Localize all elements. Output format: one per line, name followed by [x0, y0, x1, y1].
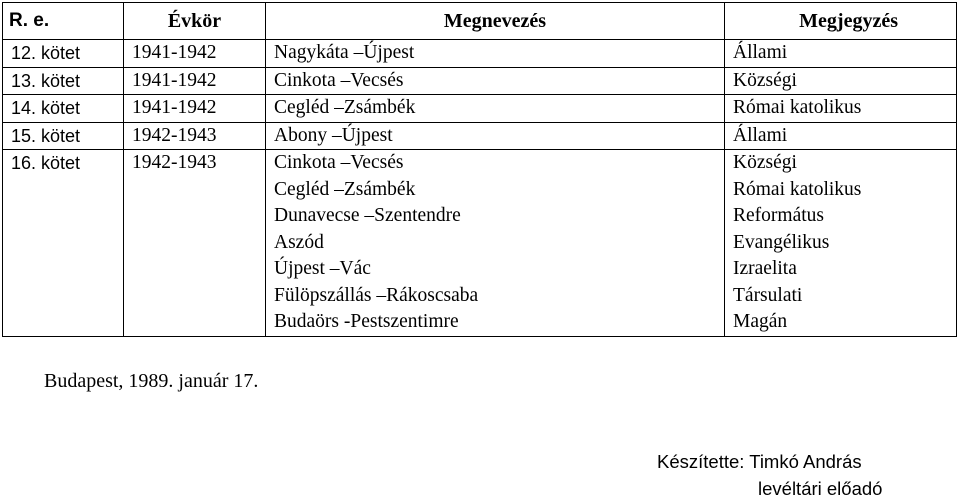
name-line: Újpest –Vác — [274, 258, 371, 279]
volume-cell: 16. kötet — [3, 150, 124, 337]
note-line: Magán — [733, 311, 788, 332]
table-row — [3, 122, 957, 150]
table-row — [3, 150, 957, 337]
name-line: Cinkota –Vecsés — [274, 152, 404, 173]
name-cell: Cinkota –Vecsés — [266, 67, 725, 95]
note-cell: Községi — [725, 67, 957, 95]
name-line: Budaörs -Pestszentimre — [274, 311, 459, 332]
name-cell: Nagykáta –Újpest — [266, 40, 725, 68]
header-volume: R. e. — [3, 3, 124, 40]
header-note: Megjegyzés — [725, 3, 957, 40]
years-cell: 1942-1943 — [124, 150, 266, 337]
name-line: Dunavecse –Szentendre — [274, 205, 461, 226]
note-line: Római katolikus — [733, 178, 862, 200]
note-line: Evangélikus — [733, 231, 830, 253]
note-line: Községi — [733, 152, 797, 173]
place-date: Budapest, 1989. január 17. — [44, 370, 259, 392]
author-title: levéltári előadó — [758, 478, 883, 499]
note-cell: Római katolikus — [725, 95, 957, 123]
note-line: Református — [733, 205, 824, 226]
header-name: Megnevezés — [266, 3, 725, 40]
years-cell: 1941-1942 — [124, 40, 266, 68]
header-years: Évkör — [124, 3, 266, 40]
name-cell: Cegléd –Zsámbék — [266, 95, 725, 123]
name-line: Fülöpszállás –Rákoscsaba — [274, 284, 479, 306]
register-table — [2, 2, 957, 337]
volume-cell: 15. kötet — [3, 122, 124, 150]
note-cell: Állami — [725, 122, 957, 150]
name-cell: Abony –Újpest — [266, 122, 725, 150]
years-cell: 1941-1942 — [124, 95, 266, 123]
header-row — [3, 3, 957, 40]
years-cell: 1942-1943 — [124, 122, 266, 150]
table-row — [3, 67, 957, 95]
volume-cell: 12. kötet — [3, 40, 124, 68]
note-line: Társulati — [733, 284, 803, 306]
note-line: Izraelita — [733, 258, 797, 279]
volume-cell: 14. kötet — [3, 95, 124, 123]
note-cell: Állami — [725, 40, 957, 68]
name-cell — [266, 150, 725, 337]
name-line: Aszód — [274, 231, 324, 253]
years-cell: 1941-1942 — [124, 67, 266, 95]
table-row — [3, 95, 957, 123]
author-line: Készítette: Timkó András — [657, 451, 862, 472]
note-cell — [725, 150, 957, 337]
name-line: Cegléd –Zsámbék — [274, 178, 416, 200]
volume-cell: 13. kötet — [3, 67, 124, 95]
table-row — [3, 40, 957, 68]
